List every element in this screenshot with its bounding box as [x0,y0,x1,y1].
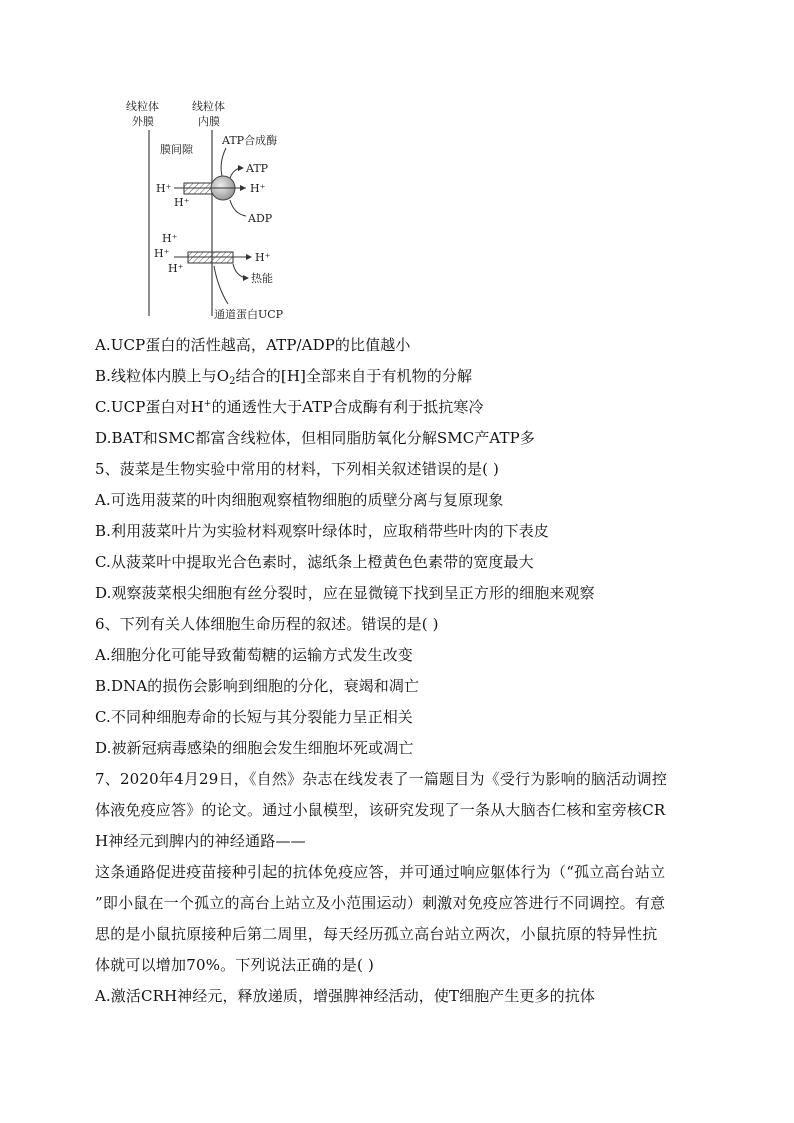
outer-membrane-label-1: 线粒体 [126,100,159,113]
q6-stem: 6、下列有关人体细胞生命历程的叙述。错误的是( ) [95,615,439,633]
q7-stem-line: 思的是小鼠抗原接种后第二周里，每天经历孤立高台站立两次，小鼠抗原的特异性抗 [95,925,658,943]
q5-option-a: A.可选用菠菜的叶肉细胞观察植物细胞的质壁分离与复原现象 [95,491,504,509]
heat-label: 热能 [251,272,273,285]
q7-stem-line: ”即小鼠在一个孤立的高台上站立及小范围运动）刺激对免疫应答进行不同调控。有意 [95,894,666,912]
q7-stem-line: 体液免疫应答》的论文。通过小鼠模型，该研究发现了一条从大脑杏仁核和室旁核CR [95,801,666,819]
q6-option-a: A.细胞分化可能导致葡萄糖的运输方式发生改变 [95,646,413,664]
q5-stem: 5、菠菜是生物实验中常用的材料，下列相关叙述错误的是( ) [95,460,499,478]
q4-option-c-superscript: + [203,399,212,409]
inner-membrane-label-1: 线粒体 [192,100,225,113]
outer-membrane-label-2: 外膜 [132,115,154,128]
q6-option-b: B.DNA的损伤会影响到细胞的分化，衰竭和凋亡 [95,677,420,695]
q5-option-c: C.从菠菜叶中提取光合色素时，滤纸条上橙黄色色素带的宽度最大 [95,553,534,571]
q4-option-a: A.UCP蛋白的活性越高，ATP/ADP的比值越小 [95,336,411,354]
q4-option-c-text-2: 的通透性大于ATP合成酶有利于抵抗寒冷 [211,398,484,416]
q6-option-d: D.被新冠病毒感染的细胞会发生细胞坏死或凋亡 [95,739,414,757]
atp-arrowhead [238,165,244,171]
q4-option-b-text-2: 结合的[H]全部来自于有机物的分解 [235,367,473,385]
adp-label: ADP [248,212,273,225]
atp-synthase-label: ATP合成酶 [222,134,278,147]
heat-arrowhead [243,275,249,281]
adp-line [230,200,246,216]
mitochondria-diagram [118,94,318,322]
q7-stem-line: 这条通路促进疫苗接种引起的抗体免疫应答，并可通过响应躯体行为（“孤立高台站立 [95,863,666,881]
mitochondria-diagram-svg [118,94,318,322]
h-plus-arrowhead-1 [240,185,246,191]
q5-option-d: D.观察菠菜根尖细胞有丝分裂时，应在显微镜下找到呈正方形的细胞来观察 [95,584,595,602]
q7-stem-line: H神经元到脾内的神经通路—— [95,832,306,850]
h-plus-label-4: H⁺ [162,232,178,245]
inner-membrane-label-2: 内膜 [198,115,220,128]
h-plus-label-2: H⁺ [174,196,190,209]
q4-option-b-subscript: 2 [229,376,236,387]
ucp-label: 通道蛋白UCP [214,308,284,321]
ucp-arrowhead [246,254,252,260]
q7-stem-line: 7、2020年4月29日，《自然》杂志在线发表了一篇题目为《受行为影响的脑活动调控 [95,770,668,788]
h-plus-label-1: H⁺ [156,182,172,195]
intermembrane-space-label: 膜间隙 [160,143,193,156]
q5-option-b: B.利用菠菜叶片为实验材料观察叶绿体时，应取稍带些叶肉的下表皮 [95,522,549,540]
q4-option-b-text: B.线粒体内膜上与O [95,367,230,385]
h-plus-label-7: H⁺ [255,251,271,264]
q7-stem [95,764,705,981]
q7-option-a: A.激活CRH神经元，释放递质，增强脾神经活动，使T细胞产生更多的抗体 [95,987,595,1005]
ucp-pointer [214,266,228,304]
q4-option-d: D.BAT和SMC都富含线粒体，但相同脂肪氧化分解SMC产ATP多 [95,429,535,447]
q6-option-c: C.不同种细胞寿命的长短与其分裂能力呈正相关 [95,708,413,726]
q4-option-c-text: C.UCP蛋白对H [95,398,204,416]
question-content [95,330,705,1012]
h-plus-label-6: H⁺ [168,262,184,275]
atp-label: ATP [246,162,269,175]
q7-stem-line: 体就可以增加70%。下列说法正确的是( ) [95,956,375,974]
h-plus-label-5: H⁺ [154,247,170,260]
q4-option-c [95,392,705,423]
q4-option-b [95,361,705,392]
h-plus-label-3: H⁺ [250,182,266,195]
atp-synthase-pointer [221,148,226,180]
